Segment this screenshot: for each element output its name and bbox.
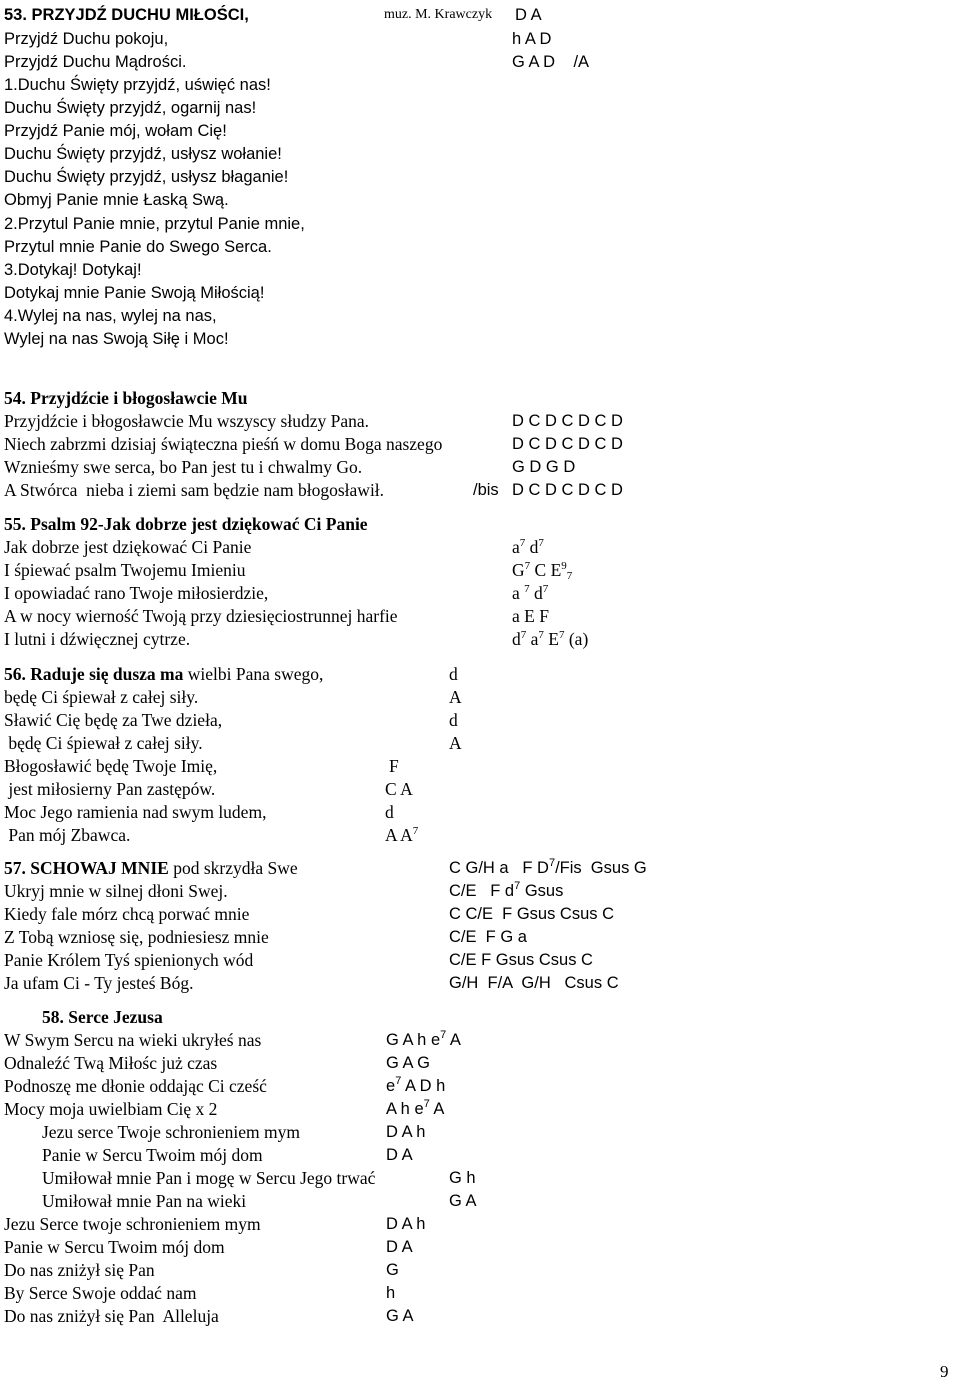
lyric-line: Wylej na nas Swoją Siłę i Moc!	[4, 330, 229, 348]
lyric-line: 1.Duchu Święty przyjdź, uświęć nas!	[4, 76, 271, 94]
lyric-line: Przyjdź Panie mój, wołam Cię!	[4, 122, 227, 140]
chord-line: G A G	[386, 1054, 431, 1072]
chord-line: A	[449, 687, 462, 707]
chord-line: C/E F G a	[449, 928, 527, 946]
song-56-heading	[4, 663, 323, 685]
chord-line: G A h $e^7$ A	[386, 1029, 461, 1049]
lyric-line: Przytul mnie Panie do Swego Serca.	[4, 238, 272, 256]
lyric-line: 4.Wylej na nas, wylej na nas,	[4, 307, 217, 325]
song-number: 55.	[4, 514, 26, 534]
chord-line: D C D C D C D	[512, 412, 623, 430]
lyric-line: Duchu Święty przyjdź, usłysz błaganie!	[4, 168, 289, 186]
song-number: 54.	[4, 388, 26, 408]
lyric-line: I opowiadać rano Twoje miłosierdzie,	[4, 583, 269, 603]
chord-line: A h $e^7$ A	[386, 1098, 445, 1118]
lyric-line: Jak dobrze jest dziękować Ci Panie	[4, 537, 252, 557]
chord-line: D A h	[386, 1215, 426, 1233]
lyric-line: Odnaleźć Twą Miłośc już czas	[4, 1053, 218, 1073]
chord-line: $a^7$ $d^7$	[512, 537, 544, 557]
song-55-heading	[4, 513, 368, 535]
lyric-line: Jezu serce Twoje schronieniem mym	[42, 1122, 300, 1142]
lyric-line: Przyjdź Duchu pokoju,	[4, 30, 169, 48]
lyric-line: jest miłosierny Pan zastępów.	[4, 779, 216, 799]
lyric-line: Do nas zniżył się Pan Alleluja	[4, 1306, 219, 1326]
lyric-line: By Serce Swoje oddać nam	[4, 1283, 197, 1303]
lyric-line: Niech zabrzmi dzisiaj świąteczna pieśń w domu Boga naszego	[4, 434, 443, 454]
lyric-line: 3.Dotykaj! Dotykaj!	[4, 261, 142, 279]
lyric-line: Do nas zniżył się Pan	[4, 1260, 155, 1280]
song-title: Serce Jezusa	[68, 1007, 163, 1027]
chord-line: C/E F Gsus Csus C	[449, 951, 593, 969]
song-title: Psalm 92-Jak dobrze jest dziękować Ci Panie	[30, 514, 368, 534]
lyric-line: Przyjdźcie i błogosławcie Mu wszyscy słudzy Pana.	[4, 411, 369, 431]
lyric-line: Dotykaj mnie Panie Swoją Miłością!	[4, 284, 265, 302]
song-54-heading	[4, 387, 248, 409]
song-title-rest: pod skrzydła Swe	[168, 858, 298, 878]
song-title-rest: wielbi Pana swego,	[183, 664, 324, 684]
chord-line: D A	[386, 1238, 413, 1256]
lyric-line: Kiedy fale mórz chcą porwać mnie	[4, 904, 250, 924]
lyric-line: Z Tobą wzniosę się, podniesiesz mnie	[4, 927, 269, 947]
chord-line: D C D C D C D	[512, 435, 623, 453]
lyric-line: Ja ufam Ci - Ty jesteś Bóg.	[4, 973, 194, 993]
lyric-line: Podnoszę me dłonie oddając Ci cześć	[4, 1076, 267, 1096]
lyric-line: Duchu Święty przyjdź, usłysz wołanie!	[4, 145, 282, 163]
chord-line: h A D	[512, 30, 552, 48]
lyric-line: Duchu Święty przyjdź, ogarnij nas!	[4, 99, 257, 117]
chord-line: F	[389, 756, 399, 776]
lyric-line: I śpiewać psalm Twojemu Imieniu	[4, 560, 246, 580]
song-number: 56.	[4, 664, 26, 684]
lyric-line: będę Ci śpiewał z całej siły.	[4, 687, 199, 707]
lyric-line: będę Ci śpiewał z całej siły.	[4, 733, 203, 753]
chord-line: d	[385, 802, 394, 822]
lyric-line: I lutni i dźwięcznej cytrze.	[4, 629, 191, 649]
chord-line: G	[386, 1261, 399, 1279]
song-number: 53.	[4, 6, 27, 24]
lyric-line: 2.Przytul Panie mnie, przytul Panie mnie,	[4, 215, 305, 233]
chord-line: A $A^7$	[385, 825, 419, 845]
chord-line: $e^7$ A D h	[386, 1075, 446, 1095]
song-58-heading	[42, 1006, 163, 1028]
chord-line: C/E F $d^7$ Gsus	[449, 880, 564, 900]
song-number: 58.	[42, 1007, 64, 1027]
chord-line: h	[386, 1284, 396, 1302]
bis-marker: /bis	[473, 481, 499, 499]
chord-line: D C D C D C D	[512, 481, 623, 499]
chord-line: a E F	[512, 606, 549, 626]
lyric-line: Umiłował mnie Pan na wieki	[42, 1191, 247, 1211]
song-number: 57.	[4, 858, 26, 878]
lyric-line: Moc Jego ramienia nad swym ludem,	[4, 802, 267, 822]
page-number: 9	[940, 1362, 949, 1381]
chord-line: G/H F/A G/H Csus C	[449, 974, 619, 992]
lyric-line: Pan mój Zbawca.	[4, 825, 131, 845]
chord-line: C C/E F Gsus Csus C	[449, 905, 615, 923]
chord-line: G h	[449, 1169, 476, 1187]
song-53-title-chords: D A	[515, 6, 542, 24]
chord-line: G D G D	[512, 458, 576, 476]
chord-line: $G^7$ C $E^9_7$	[512, 560, 573, 582]
song-53-heading	[4, 4, 249, 26]
chord-line: D A h	[386, 1123, 426, 1141]
chord-line: d	[449, 664, 458, 684]
chord-line: G A D /A	[512, 53, 590, 71]
lyric-line: Obmyj Panie mnie Łaską Swą.	[4, 191, 229, 209]
lyric-line: Jezu Serce twoje schronieniem mym	[4, 1214, 261, 1234]
chord-line: C A	[385, 779, 413, 799]
lyric-line: Panie w Sercu Twoim mój dom	[42, 1145, 263, 1165]
lyric-line: A Stwórca nieba i ziemi sam będzie nam błogosławił.	[4, 480, 385, 500]
lyric-line: Mocy moja uwielbiam Cię x 2	[4, 1099, 218, 1119]
chord-line: D A	[386, 1146, 413, 1164]
lyric-line: Umiłował mnie Pan i mogę w Sercu Jego trwać	[42, 1168, 376, 1188]
lyric-line: Ukryj mnie w silnej dłoni Swej.	[4, 881, 228, 901]
chord-line: a $^7$ $d^7$	[512, 583, 549, 603]
lyric-line: Błogosławić będę Twoje Imię,	[4, 756, 218, 776]
song-title: PRZYJDŹ DUCHU MIŁOŚCI,	[31, 6, 249, 24]
chord-line: C G/H a F $D^7$/Fis Gsus G	[449, 857, 647, 877]
lyric-line: A w nocy wierność Twoją przy dziesięciostrunnej harfie	[4, 606, 398, 626]
chord-line: A	[449, 733, 462, 753]
song-53-author: muz. M. Krawczyk	[384, 7, 493, 22]
song-57-heading	[4, 857, 298, 879]
lyric-line: Przyjdź Duchu Mądrości.	[4, 53, 187, 71]
chord-line: G A	[449, 1192, 477, 1210]
lyric-line: W Swym Sercu na wieki ukryłeś nas	[4, 1030, 262, 1050]
lyric-line: Panie w Sercu Twoim mój dom	[4, 1237, 225, 1257]
lyric-line: Panie Królem Tyś spienionych wód	[4, 950, 254, 970]
song-title: SCHOWAJ MNIE	[30, 858, 169, 878]
lyric-line: Wznieśmy swe serca, bo Pan jest tu i chwalmy Go.	[4, 457, 363, 477]
chord-line: G A	[386, 1307, 414, 1325]
chord-line: $d^7$ $a^7$ $E^7$ (a)	[512, 629, 589, 649]
song-title: Raduje się dusza ma	[30, 664, 184, 684]
song-title: Przyjdźcie i błogosławcie Mu	[30, 388, 248, 408]
lyric-line: Sławić Cię będę za Twe dzieła,	[4, 710, 223, 730]
chord-line: d	[449, 710, 458, 730]
